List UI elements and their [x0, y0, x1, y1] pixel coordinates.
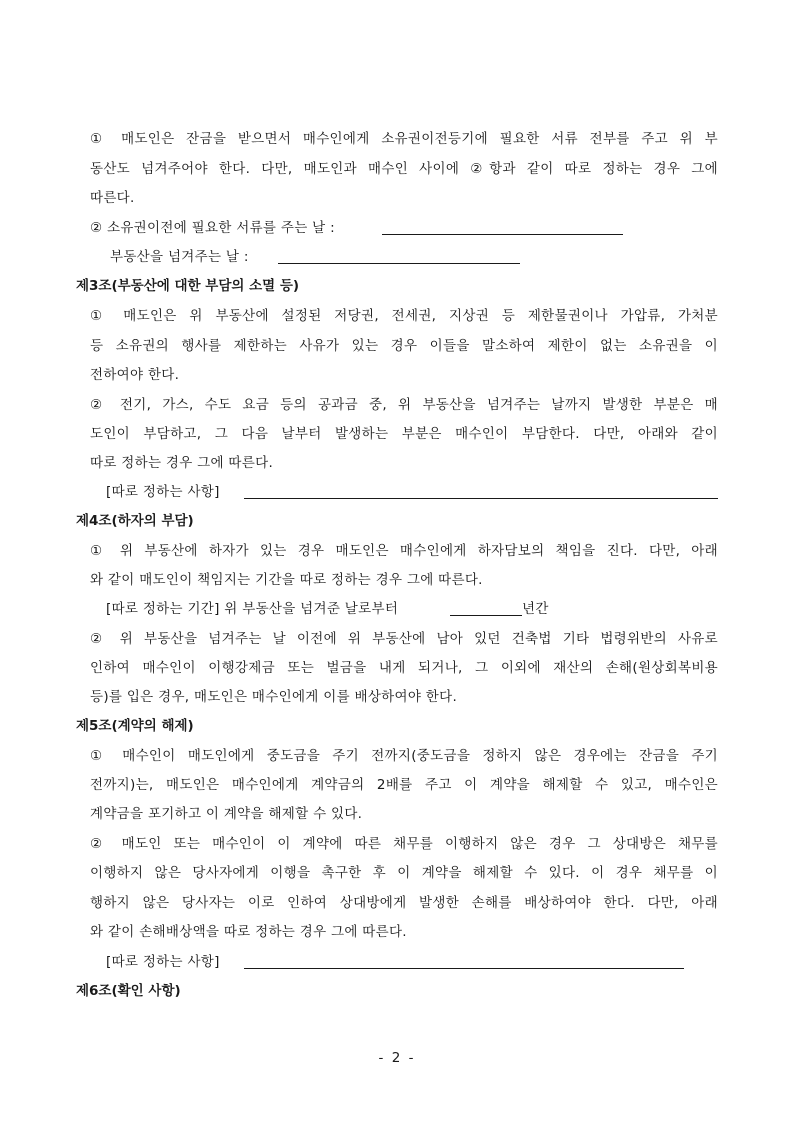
article-4-heading: 제4조(하자의 부담)	[76, 513, 194, 529]
art3-p1-line2: 등 소유권의 행사를 제한하는 사유가 있는 경우 이들을 말소하여 제한이 없는 소유권을 이	[90, 338, 718, 354]
art4-p2-line3: 등)를 입은 경우, 매도인은 매수인에게 이를 배상하여야 한다.	[90, 689, 458, 705]
art5-p1-line3: 계약금을 포기하고 이 계약을 해제할 수 있다.	[90, 806, 363, 822]
art3-p2-line2: 도인이 부담하고, 그 다음 날부터 발생하는 부분은 매수인이 부담한다. 다만, 아래와 같이	[90, 426, 718, 442]
art5-p2-line2: 이행하지 않은 당사자에게 이행을 촉구한 후 이 계약을 해제할 수 있다. 이 경우 채무를 이	[90, 865, 718, 881]
art5-special-blank	[244, 968, 684, 969]
documents-date-blank	[382, 234, 623, 235]
warranty-years-blank	[450, 615, 522, 616]
art4-p1-line1: ① 위 부동산에 하자가 있는 경우 매도인은 매수인에게 하자담보의 책임을 진다. 다만, 아래	[90, 543, 718, 559]
art4-p2-line2: 인하여 매수인이 이행강제금 또는 벌금을 내게 되거나, 그 이외에 재산의 손해(원상회복비용	[90, 660, 718, 676]
article-6-heading: 제6조(확인 사항)	[76, 983, 181, 999]
art2-p1-line1: ① 매도인은 잔금을 받으면서 매수인에게 소유권이전등기에 필요한 서류 전부를 주고 위 부	[90, 131, 718, 147]
article-5-heading: 제5조(계약의 해제)	[76, 718, 194, 734]
art5-p2-line3: 행하지 않은 당사자는 이로 인하여 상대방에게 발생한 손해를 배상하여야 한다. 다만, 아래	[90, 895, 718, 911]
art5-special-label: [따로 정하는 사항]	[106, 954, 220, 970]
art3-special-label: [따로 정하는 사항]	[106, 484, 220, 500]
art3-p1-line1: ① 매도인은 위 부동산에 설정된 저당권, 전세권, 지상권 등 제한물권이나 가압류, 가처분	[90, 308, 718, 324]
art3-p1-line3: 전하여야 한다.	[90, 367, 180, 383]
art2-p2-line2: 부동산을 넘겨주는 날 :	[110, 249, 249, 265]
art5-p2-line1: ② 매도인 또는 매수인이 이 계약에 따른 채무를 이행하지 않은 경우 그 상대방은 채무를	[90, 836, 718, 852]
art2-p2-line1: ② 소유권이전에 필요한 서류를 주는 날 :	[90, 220, 335, 236]
art2-p1-line3: 따른다.	[90, 190, 135, 206]
art3-p2-line3: 따로 정하는 경우 그에 따른다.	[90, 455, 274, 471]
art3-special-blank	[244, 498, 718, 499]
art5-p1-line1: ① 매수인이 매도인에게 중도금을 주기 전까지(중도금을 정하지 않은 경우에는 잔금을 주기	[90, 748, 718, 764]
art5-p2-line4: 와 같이 손해배상액을 따로 정하는 경우 그에 따른다.	[90, 924, 407, 940]
art4-period-unit: 년간	[522, 601, 549, 617]
page-number: - 2 -	[378, 1050, 416, 1066]
art4-p2-line1: ② 위 부동산을 넘겨주는 날 이전에 위 부동산에 남아 있던 건축법 기타 법령위반의 사유로	[90, 631, 718, 647]
art2-p1-line2: 동산도 넘겨주어야 한다. 다만, 매도인과 매수인 사이에 ②항과 같이 따로 정하는 경우 그에	[90, 161, 718, 177]
art3-p2-line1: ② 전기, 가스, 수도 요금 등의 공과금 중, 위 부동산을 넘겨주는 날까지 발생한 부분은 매	[90, 397, 718, 413]
article-3-heading: 제3조(부동산에 대한 부담의 소멸 등)	[76, 278, 300, 294]
art4-p1-line2: 와 같이 매도인이 책임지는 기간을 따로 정하는 경우 그에 따른다.	[90, 572, 483, 588]
art4-period-label: [따로 정하는 기간] 위 부동산을 넘겨준 날로부터	[106, 601, 399, 617]
handover-date-blank	[278, 263, 520, 264]
art5-p1-line2: 전까지)는, 매도인은 매수인에게 계약금의 2배를 주고 이 계약을 해제할 수 있고, 매수인은	[90, 777, 718, 793]
